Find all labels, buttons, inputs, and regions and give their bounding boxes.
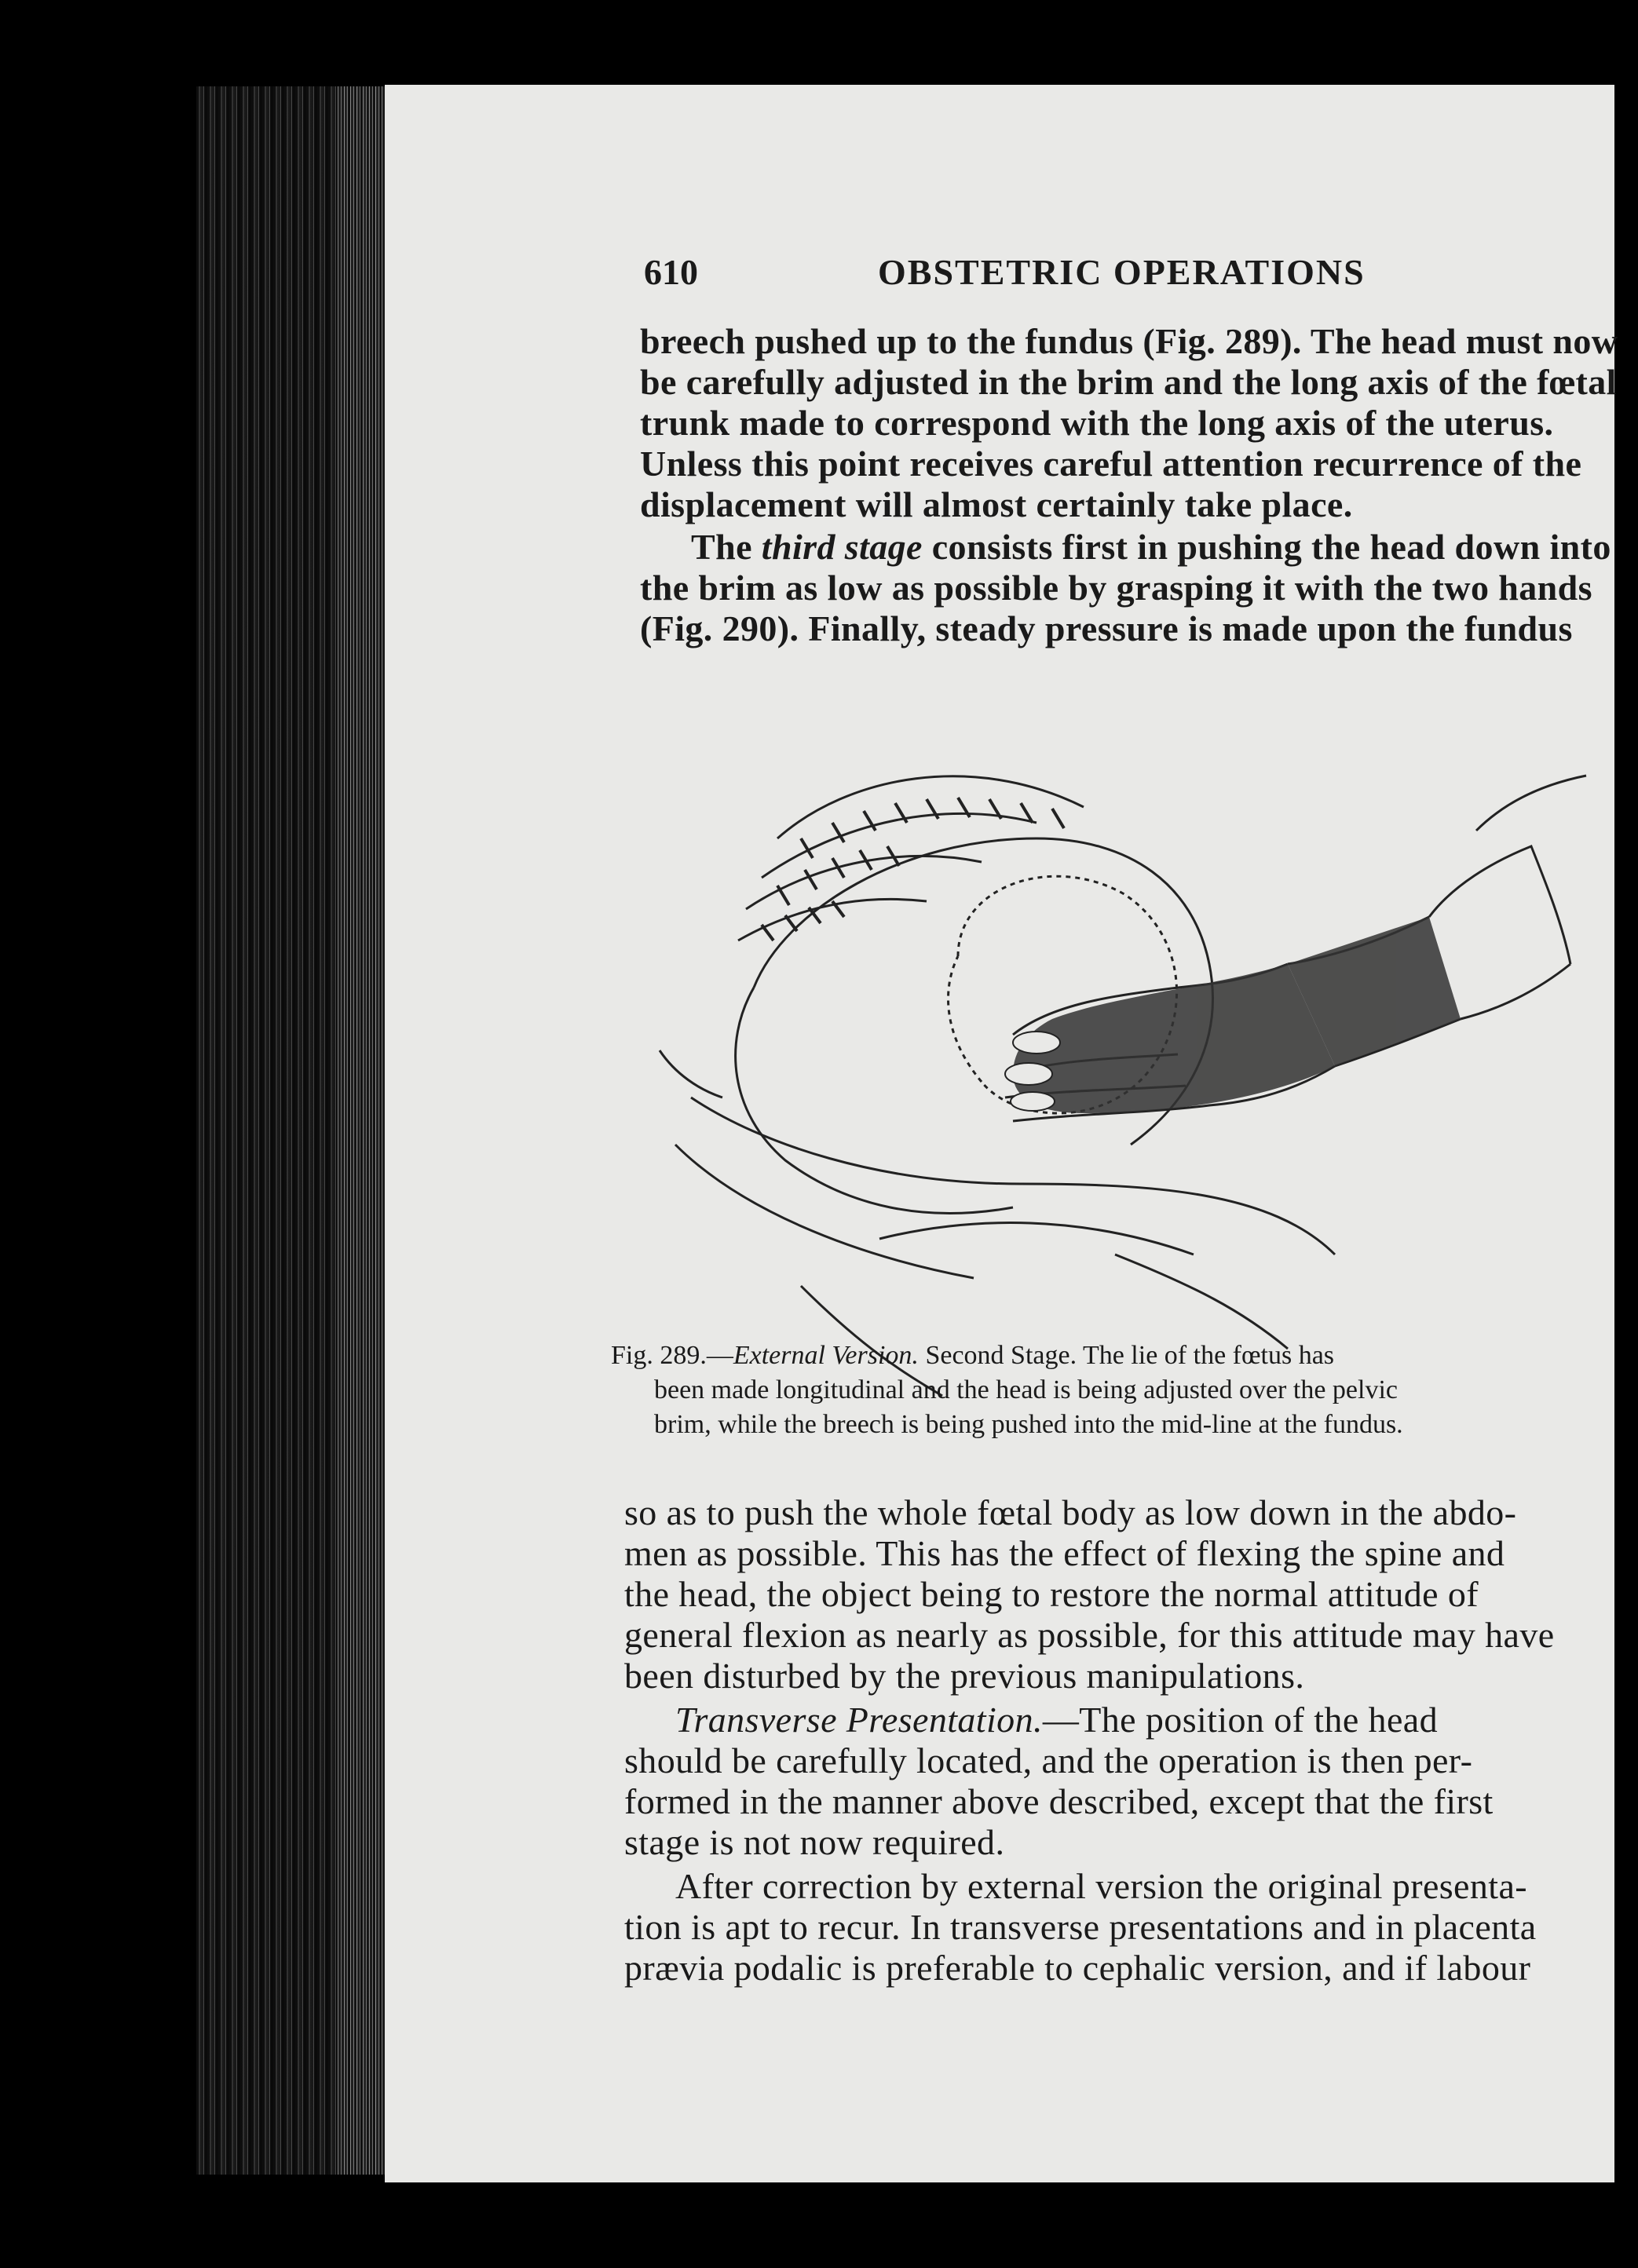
sheet-fold [762, 813, 1037, 878]
text-run: —The position of the head [1042, 1700, 1438, 1740]
text-run: Second Stage. The lie of the fœtus has [918, 1341, 1335, 1370]
text-line: breech pushed up to the fundus (Fig. 289). The head must now [640, 321, 1618, 361]
text-line: the brim as low as possible by grasping it with the two hands [640, 568, 1592, 608]
text-run: The [691, 527, 762, 567]
text-line: trunk made to correspond with the long axis of the uterus. [640, 403, 1554, 443]
caption-line [611, 1341, 1334, 1371]
text-line [691, 526, 1611, 568]
finger-nail [1013, 1032, 1060, 1054]
finger-nail [1011, 1092, 1055, 1111]
text-line: stage is not now required. [624, 1822, 1005, 1862]
text-line: prævia podalic is preferable to cephalic version, and if labour [624, 1948, 1531, 1988]
text-line: so as to push the whole fœtal body as low down in the abdo- [624, 1492, 1517, 1532]
italic-term: third stage [761, 527, 923, 567]
running-title: OBSTETRIC OPERATIONS [878, 252, 1366, 292]
text-line: general flexion as nearly as possible, for this attitude may have [624, 1615, 1555, 1655]
text-line: be carefully adjusted in the brim and the long axis of the fœtal [640, 362, 1617, 402]
text-line [675, 1699, 1438, 1740]
text-line: the head, the object being to restore the normal attitude of [624, 1574, 1479, 1614]
book-page-edges-highlight [338, 86, 385, 2175]
text-line: should be carefully located, and the operation is then per- [624, 1740, 1473, 1780]
page-number: 610 [644, 252, 698, 292]
sheet-fold [738, 899, 927, 940]
finger-nail [1005, 1063, 1052, 1085]
caption-line: been made longitudinal and the head is being adjusted over the pelvic [654, 1375, 1398, 1404]
running-head [385, 251, 1614, 314]
caption-line: brim, while the breech is being pushed into the mid-line at the fundus. [654, 1410, 1403, 1439]
caption-title: External Version. [733, 1341, 919, 1370]
figure-external-version-illustration [644, 705, 1602, 1412]
caption-label: Fig. 289.— [611, 1341, 733, 1370]
text-line: (Fig. 290). Finally, steady pressure is made upon the fundus [640, 608, 1573, 648]
italic-term: Transverse Presentation. [675, 1700, 1043, 1740]
text-line: formed in the manner above described, except that the first [624, 1781, 1494, 1821]
book-page [385, 85, 1618, 2182]
text-line: been disturbed by the previous manipulations. [624, 1656, 1305, 1696]
sleeve-outline [1429, 846, 1570, 964]
text-line: Unless this point receives careful attention recurrence of the [640, 444, 1582, 484]
text-line: After correction by external version the original presenta- [675, 1866, 1527, 1906]
hand-shading [1013, 964, 1335, 1113]
text-run: consists first in pushing the head down into [922, 527, 1611, 567]
text-line: displacement will almost certainly take place. [640, 484, 1353, 524]
text-line: men as possible. This has the effect of flexing the spine and [624, 1533, 1505, 1573]
text-line: tion is apt to recur. In transverse presentations and in placenta [624, 1907, 1537, 1947]
